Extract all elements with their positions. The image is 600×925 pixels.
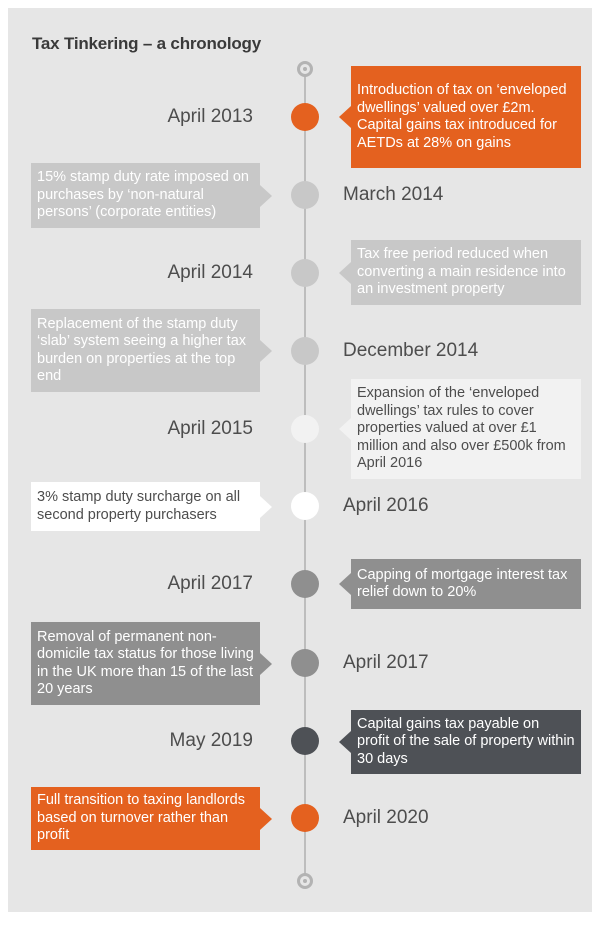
event-date-april-2015: April 2015 xyxy=(167,418,253,439)
timeline-marker-december-2014 xyxy=(291,337,319,365)
event-text: 3% stamp duty surcharge on all second property purchasers xyxy=(37,489,241,523)
event-date-april-2013: April 2013 xyxy=(167,106,253,127)
infographic-panel xyxy=(8,8,592,912)
event-text: Expansion of the ‘enveloped dwellings’ tax rules to cover properties valued at over £1 million and also over £500k from April 2016 xyxy=(357,385,566,472)
timeline-start-cap xyxy=(297,61,313,77)
timeline-marker-april-2020 xyxy=(291,804,319,832)
event-date-april-2017-a: April 2017 xyxy=(167,573,253,594)
event-box-march-2014 xyxy=(31,163,260,228)
timeline-marker-may-2019 xyxy=(291,727,319,755)
timeline-marker-april-2013 xyxy=(291,103,319,131)
event-box-december-2014 xyxy=(31,309,260,392)
event-box-april-2020 xyxy=(31,787,260,850)
event-date-may-2019: May 2019 xyxy=(169,730,253,751)
event-box-april-2013 xyxy=(351,66,581,168)
event-text: Introduction of tax on ‘enveloped dwellings’ valued over £2m. Capital gains tax introduced for AETDs at 28% on gains xyxy=(357,82,567,151)
event-date-december-2014: December 2014 xyxy=(343,340,479,361)
event-text: Full transition to taxing landlords based on turnover rather than profit xyxy=(37,792,245,844)
event-date-april-2020: April 2020 xyxy=(343,807,429,828)
event-date-april-2016: April 2016 xyxy=(343,495,429,516)
event-box-april-2017-a xyxy=(351,559,581,609)
event-text: 15% stamp duty rate imposed on purchases by ‘non-natural persons’ (corporate entities) xyxy=(37,169,249,221)
timeline-end-cap xyxy=(297,873,313,889)
event-text: Tax free period reduced when converting a main residence into an investment property xyxy=(357,246,566,298)
event-text: Capital gains tax payable on profit of the sale of property within 30 days xyxy=(357,715,575,767)
event-box-april-2015 xyxy=(351,379,581,479)
event-date-april-2017-b: April 2017 xyxy=(343,652,429,673)
event-box-april-2014 xyxy=(351,240,581,305)
timeline-marker-april-2014 xyxy=(291,259,319,287)
event-text: Capping of mortgage interest tax relief down to 20% xyxy=(357,566,568,600)
event-date-march-2014: March 2014 xyxy=(343,184,444,205)
timeline-marker-april-2015 xyxy=(291,415,319,443)
event-box-april-2017-b xyxy=(31,622,260,705)
event-text: Removal of permanent non-domicile tax status for those living in the UK more than 15 of the last 20 years xyxy=(37,628,254,697)
event-box-april-2016 xyxy=(31,482,260,531)
event-text: Replacement of the stamp duty ‘slab’ system seeing a higher tax burden on properties at the top end xyxy=(37,315,247,384)
timeline-marker-april-2016 xyxy=(291,492,319,520)
timeline-marker-april-2017-b xyxy=(291,649,319,677)
event-box-may-2019 xyxy=(351,710,581,774)
timeline-marker-march-2014 xyxy=(291,181,319,209)
infographic-title: Tax Tinkering – a chronology xyxy=(32,34,261,53)
timeline-marker-april-2017-a xyxy=(291,570,319,598)
event-date-april-2014: April 2014 xyxy=(167,262,253,283)
